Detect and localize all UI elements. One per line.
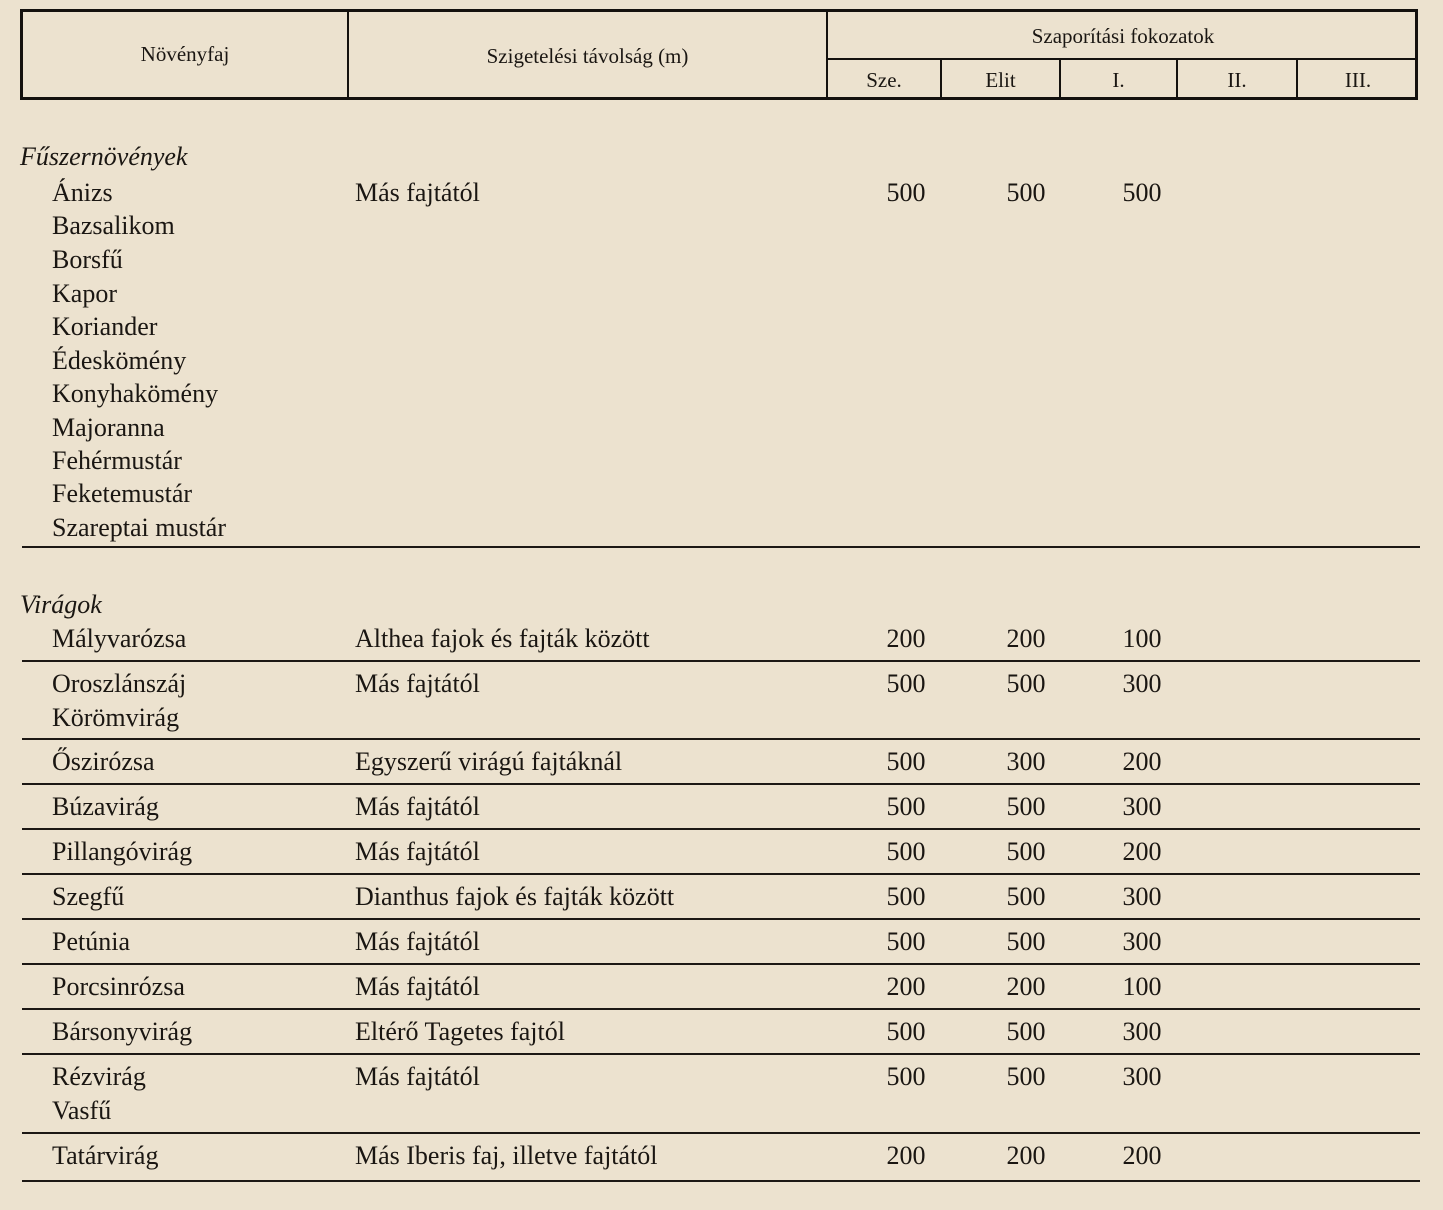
value-i: 200 <box>1122 1141 1162 1170</box>
value-elit: 200 <box>1006 972 1046 1001</box>
plant-name: Bazsalikom <box>52 211 175 240</box>
plant-name: Oroszlánszáj <box>52 669 187 698</box>
section-title-flowers: Virágok <box>20 590 102 619</box>
header-isolation-distance: Szigetelési távolság (m) <box>486 44 689 68</box>
table-row <box>0 1094 1443 1128</box>
value-i: 300 <box>1122 882 1162 911</box>
plant-name: Petúnia <box>52 927 130 956</box>
table-row <box>0 790 1443 824</box>
row-rule <box>22 660 1420 662</box>
value-i: 300 <box>1122 1017 1162 1046</box>
value-i: 500 <box>1122 178 1162 207</box>
isolation-condition: Más fajtától <box>355 1062 480 1091</box>
row-rule <box>22 1008 1420 1010</box>
row-rule <box>22 1053 1420 1055</box>
plant-name: Ánizs <box>52 178 113 207</box>
value-i: 300 <box>1122 927 1162 956</box>
table-row <box>0 444 1443 478</box>
value-elit: 500 <box>1006 927 1046 956</box>
table-row <box>0 411 1443 445</box>
value-sze: 500 <box>886 927 926 956</box>
plant-name: Konyhakömény <box>52 379 219 408</box>
value-elit: 200 <box>1006 624 1046 653</box>
plant-name: Rézvirág <box>52 1062 146 1091</box>
table-row <box>0 970 1443 1004</box>
value-elit: 500 <box>1006 1017 1046 1046</box>
table-row <box>0 835 1443 869</box>
plant-name: Szareptai mustár <box>52 513 226 542</box>
value-sze: 500 <box>886 792 926 821</box>
value-elit: 300 <box>1006 747 1046 776</box>
table-bottom-rule <box>22 1180 1420 1182</box>
plant-name: Vasfű <box>52 1096 112 1125</box>
row-rule <box>22 1132 1420 1134</box>
value-elit: 200 <box>1006 1141 1046 1170</box>
row-rule <box>22 873 1420 875</box>
isolation-condition: Althea fajok és fajták között <box>355 624 650 653</box>
value-sze: 200 <box>886 1141 926 1170</box>
isolation-condition: Más fajtától <box>355 178 480 207</box>
header-stage-ii: II. <box>1227 68 1247 92</box>
plant-name: Őszirózsa <box>52 747 155 776</box>
header-plant-species: Növényfaj <box>140 42 230 66</box>
table-row <box>0 1015 1443 1049</box>
value-sze: 500 <box>886 178 926 207</box>
table-row <box>0 477 1443 511</box>
plant-name: Szegfű <box>52 882 125 911</box>
section-rule <box>22 546 1420 548</box>
table-row <box>0 925 1443 959</box>
table-row <box>0 277 1443 311</box>
value-sze: 500 <box>886 882 926 911</box>
value-i: 200 <box>1122 747 1162 776</box>
header-stage-sze: Sze. <box>866 68 902 92</box>
value-i: 300 <box>1122 669 1162 698</box>
isolation-condition: Más fajtától <box>355 837 480 866</box>
plant-name: Majoranna <box>52 413 165 442</box>
header-propagation-stages: Szaporítási fokozatok <box>1031 24 1215 48</box>
value-i: 100 <box>1122 624 1162 653</box>
plant-name: Körömvirág <box>52 703 180 732</box>
table-row <box>0 745 1443 779</box>
table-row <box>0 1139 1443 1173</box>
value-i: 100 <box>1122 972 1162 1001</box>
value-sze: 500 <box>886 747 926 776</box>
table-row <box>0 511 1443 545</box>
table-row <box>0 667 1443 701</box>
plant-name: Búzavirág <box>52 792 159 821</box>
isolation-condition: Dianthus fajok és fajták között <box>355 882 675 911</box>
table-row <box>0 209 1443 243</box>
table-row <box>0 622 1443 656</box>
header-stage-iii: III. <box>1344 68 1372 92</box>
plant-name: Koriander <box>52 312 158 341</box>
table-row <box>0 243 1443 277</box>
value-elit: 500 <box>1006 1062 1046 1091</box>
plant-name: Borsfű <box>52 245 123 274</box>
plant-name: Porcsinrózsa <box>52 972 185 1001</box>
isolation-condition: Más fajtától <box>355 792 480 821</box>
value-sze: 500 <box>886 1062 926 1091</box>
header-stage-elit: Elit <box>985 68 1016 92</box>
plant-name: Tatárvirág <box>52 1141 159 1170</box>
plant-name: Pillangóvirág <box>52 837 193 866</box>
value-elit: 500 <box>1006 669 1046 698</box>
row-rule <box>22 828 1420 830</box>
table-row <box>0 701 1443 735</box>
table-row <box>0 1060 1443 1094</box>
isolation-condition: Más fajtától <box>355 927 480 956</box>
plant-name: Fehérmustár <box>52 446 182 475</box>
table-row <box>0 344 1443 378</box>
isolation-condition: Más Iberis faj, illetve fajtától <box>355 1141 658 1170</box>
value-i: 200 <box>1122 837 1162 866</box>
table-row <box>0 176 1443 210</box>
value-elit: 500 <box>1006 882 1046 911</box>
plant-name: Édeskömény <box>52 346 187 375</box>
row-rule <box>22 963 1420 965</box>
plant-name: Feketemustár <box>52 479 193 508</box>
value-sze: 500 <box>886 669 926 698</box>
value-elit: 500 <box>1006 837 1046 866</box>
isolation-condition: Más fajtától <box>355 669 480 698</box>
table-row <box>0 377 1443 411</box>
table-row <box>0 310 1443 344</box>
section-title-spices: Fűszernövények <box>20 142 188 171</box>
value-elit: 500 <box>1006 178 1046 207</box>
header-divider <box>826 58 1418 60</box>
plant-name: Mályvarózsa <box>52 624 187 653</box>
value-sze: 200 <box>886 972 926 1001</box>
value-elit: 500 <box>1006 792 1046 821</box>
value-i: 300 <box>1122 1062 1162 1091</box>
plant-name: Kapor <box>52 279 117 308</box>
table-row <box>0 880 1443 914</box>
plant-name: Bársonyvirág <box>52 1017 193 1046</box>
row-rule <box>22 783 1420 785</box>
table-header <box>20 9 1418 100</box>
isolation-condition: Eltérő Tagetes fajtól <box>355 1017 565 1046</box>
value-i: 300 <box>1122 792 1162 821</box>
row-rule <box>22 738 1420 740</box>
header-stage-i: I. <box>1112 68 1125 92</box>
value-sze: 500 <box>886 837 926 866</box>
row-rule <box>22 918 1420 920</box>
isolation-condition: Más fajtától <box>355 972 480 1001</box>
value-sze: 200 <box>886 624 926 653</box>
value-sze: 500 <box>886 1017 926 1046</box>
isolation-condition: Egyszerű virágú fajtáknál <box>355 747 623 776</box>
